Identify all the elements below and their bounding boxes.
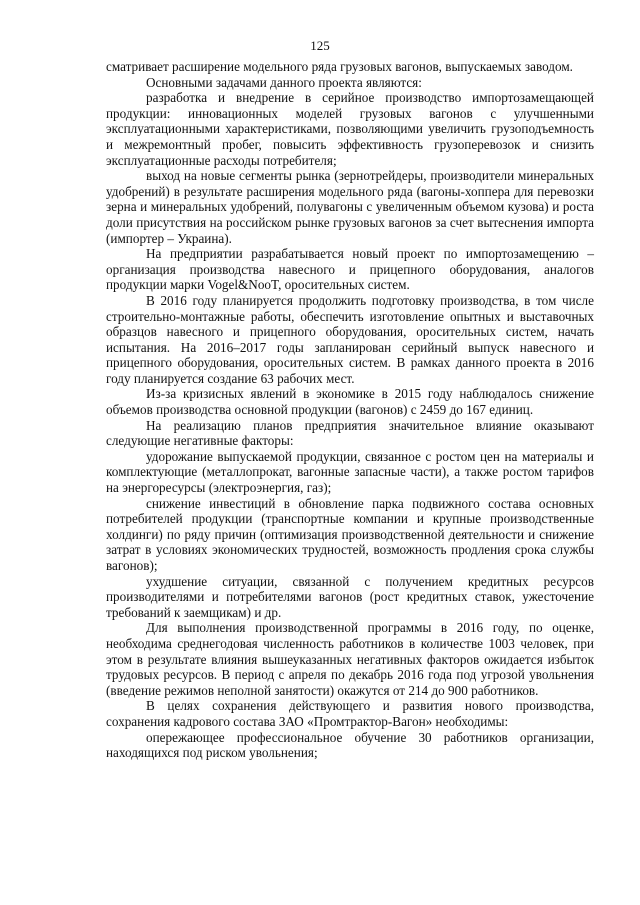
paragraph-task-import-substitution: разработка и внедрение в серийное производство импортозамещающей продукции: инновационных моделей грузовых вагонов с улучшенными эксплуатационными характеристиками, позволяющими увеличить грузоподъемность и межремонтный пробег, повысить эффективность грузоперевозок и снизить эксплуатационные расходы потребителя; bbox=[106, 90, 594, 168]
page-body bbox=[106, 59, 594, 761]
paragraph-new-project: На предприятии разрабатывается новый проект по импортозамещению – организация производства навесного и прицепного оборудования, аналогов продукции марки Vogel&NooT, оросительных систем. bbox=[106, 246, 594, 293]
paragraph-factor-credit: ухудшение ситуации, связанной с получением кредитных ресурсов производителями и потребителями вагонов (рост кредитных ставок, ужесточение требований к заемщикам) и др. bbox=[106, 573, 594, 620]
paragraph-tasks-intro: Основными задачами данного проекта являются: bbox=[146, 74, 422, 90]
paragraph-factor-price-growth: удорожание выпускаемой продукции, связанное с ростом цен на материалы и комплектующие (металлопрокат, вагонные запасные части), а также ростом тарифов на энергоресурсы (электроэнергия, газ); bbox=[106, 448, 594, 496]
paragraph-workforce: Для выполнения производственной программы в 2016 году, по оценке, необходима среднегодовая численность работников в количестве 1003 человек, при этом в результате влияния вышеуказанных негативных факторов ожидается избыток трудовых ресурсов. В период с апреля по декабрь 2016 года под угрозой увольнения (введение режимов неполной занятости) окажутся от 214 до 900 работников. bbox=[106, 620, 594, 698]
paragraph-measure-training: опережающее профессиональное обучение 30 работников организации, находящихся под риском увольнения; bbox=[106, 729, 594, 761]
paragraph-negative-factors-intro: На реализацию планов предприятия значительное влияние оказывают следующие негативные факторы: bbox=[106, 417, 594, 449]
paragraph-plans-2016: В 2016 году планируется продолжить подготовку производства, в том числе строительно-монтажные работы, обеспечить изготовление опытных и выставочных образцов навесного и прицепного оборудования, оросительных систем, начать испытания. На 2016–2017 годы запланирован серийный выпуск навесного и прицепного оборудования, оросительных систем. В рамках данного проекта в 2016 году планируется создание 63 рабочих мест. bbox=[106, 292, 594, 386]
paragraph-task-new-segments: выход на новые сегменты рынка (зернотрейдеры, производители минеральных удобрений) в результате расширения модельного ряда (вагоны-хоппера для перевозки зерна и минеральных удобрений, полувагоны с увеличенным объемом кузова) и роста доли присутствия на российском рынке грузовых вагонов за счет вытеснения импорта (импортер – Украина). bbox=[106, 168, 594, 246]
paragraph-factor-investment-decline: снижение инвестиций в обновление парка подвижного состава основных потребителей продукции (транспортные компании и крупные производственные холдинги) по ряду причин (оптимизация производственной деятельности и снижение затрат в условиях экономических трудностей, возможность продления срока службы вагонов); bbox=[106, 495, 594, 573]
paragraph-crisis-2015: Из-за кризисных явлений в экономике в 2015 году наблюдалось снижение объемов производства основной продукции (вагонов) с 2459 до 167 единиц. bbox=[106, 386, 594, 418]
paragraph-continuation: сматривает расширение модельного ряда грузовых вагонов, выпускаемых заводом. bbox=[106, 59, 573, 74]
paragraph-measures-intro: В целях сохранения действующего и развития нового производства, сохранения кадрового состава ЗАО «Промтрактор-Вагон» необходимы: bbox=[106, 698, 594, 729]
page-number: 125 bbox=[310, 38, 330, 53]
